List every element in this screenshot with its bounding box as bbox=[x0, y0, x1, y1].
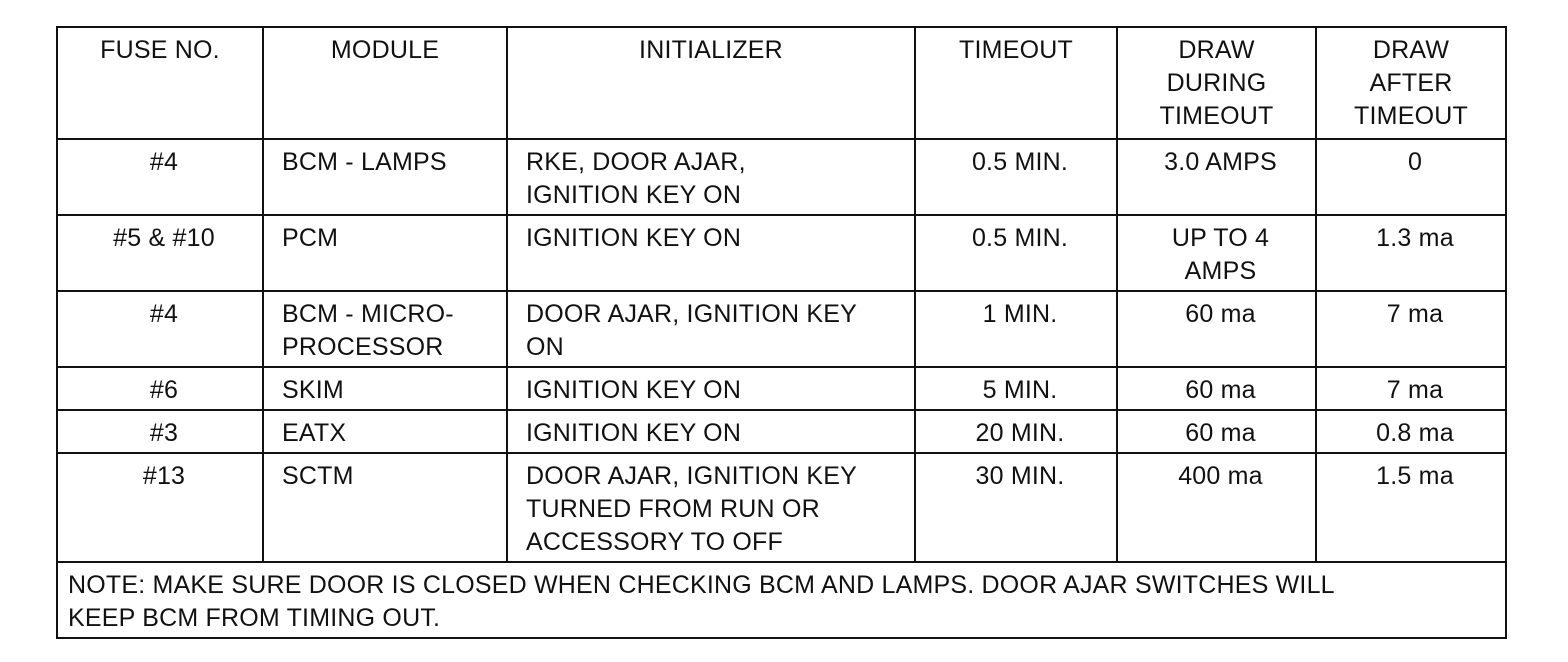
draw-during-cell: 60 ma bbox=[1117, 291, 1316, 367]
ignition-off-draw-table bbox=[56, 26, 1507, 639]
header-draw-after-timeout: DRAW AFTER TIMEOUT bbox=[1316, 27, 1506, 139]
draw-after-cell: 7 ma bbox=[1316, 291, 1506, 367]
initializer-cell: RKE, DOOR AJAR, IGNITION KEY ON bbox=[507, 139, 915, 215]
draw-during-cell: 60 ma bbox=[1117, 410, 1316, 453]
draw-during-cell: 3.0 AMPS bbox=[1117, 139, 1316, 215]
header-initializer: INITIALIZER bbox=[507, 27, 915, 139]
table-row bbox=[57, 215, 1506, 291]
table-row bbox=[57, 139, 1506, 215]
fuse-cell: #6 bbox=[57, 367, 263, 410]
initializer-cell: IGNITION KEY ON bbox=[507, 410, 915, 453]
draw-during-cell: 400 ma bbox=[1117, 453, 1316, 562]
fuse-cell: #4 bbox=[57, 139, 263, 215]
initializer-cell: IGNITION KEY ON bbox=[507, 215, 915, 291]
initializer-cell: DOOR AJAR, IGNITION KEY TURNED FROM RUN OR ACCESSORY TO OFF bbox=[507, 453, 915, 562]
note-row bbox=[57, 562, 1506, 638]
table-row bbox=[57, 367, 1506, 410]
timeout-cell: 30 MIN. bbox=[915, 453, 1117, 562]
header-module: MODULE bbox=[263, 27, 507, 139]
module-cell: SCTM bbox=[263, 453, 507, 562]
module-cell: EATX bbox=[263, 410, 507, 453]
header-fuse-no: FUSE NO. bbox=[57, 27, 263, 139]
fuse-cell: #5 & #10 bbox=[57, 215, 263, 291]
draw-after-cell: 1.5 ma bbox=[1316, 453, 1506, 562]
fuse-cell: #3 bbox=[57, 410, 263, 453]
table-row bbox=[57, 453, 1506, 562]
timeout-cell: 20 MIN. bbox=[915, 410, 1117, 453]
timeout-cell: 0.5 MIN. bbox=[915, 139, 1117, 215]
module-cell: BCM - MICRO- PROCESSOR bbox=[263, 291, 507, 367]
header-row bbox=[57, 27, 1506, 139]
draw-after-cell: 0.8 ma bbox=[1316, 410, 1506, 453]
fuse-cell: #4 bbox=[57, 291, 263, 367]
module-cell: SKIM bbox=[263, 367, 507, 410]
timeout-cell: 0.5 MIN. bbox=[915, 215, 1117, 291]
header-timeout: TIMEOUT bbox=[915, 27, 1117, 139]
draw-during-cell: 60 ma bbox=[1117, 367, 1316, 410]
timeout-cell: 5 MIN. bbox=[915, 367, 1117, 410]
draw-after-cell: 0 bbox=[1316, 139, 1506, 215]
initializer-cell: IGNITION KEY ON bbox=[507, 367, 915, 410]
module-cell: BCM - LAMPS bbox=[263, 139, 507, 215]
draw-after-cell: 1.3 ma bbox=[1316, 215, 1506, 291]
initializer-cell: DOOR AJAR, IGNITION KEY ON bbox=[507, 291, 915, 367]
fuse-cell: #13 bbox=[57, 453, 263, 562]
note-cell: NOTE: MAKE SURE DOOR IS CLOSED WHEN CHECKING BCM AND LAMPS. DOOR AJAR SWITCHES WILL KEEP BCM FROM TIMING OUT. bbox=[57, 562, 1506, 638]
draw-during-cell: UP TO 4 AMPS bbox=[1117, 215, 1316, 291]
table-row bbox=[57, 410, 1506, 453]
table-row bbox=[57, 291, 1506, 367]
header-draw-during-timeout: DRAW DURING TIMEOUT bbox=[1117, 27, 1316, 139]
module-cell: PCM bbox=[263, 215, 507, 291]
timeout-cell: 1 MIN. bbox=[915, 291, 1117, 367]
draw-after-cell: 7 ma bbox=[1316, 367, 1506, 410]
